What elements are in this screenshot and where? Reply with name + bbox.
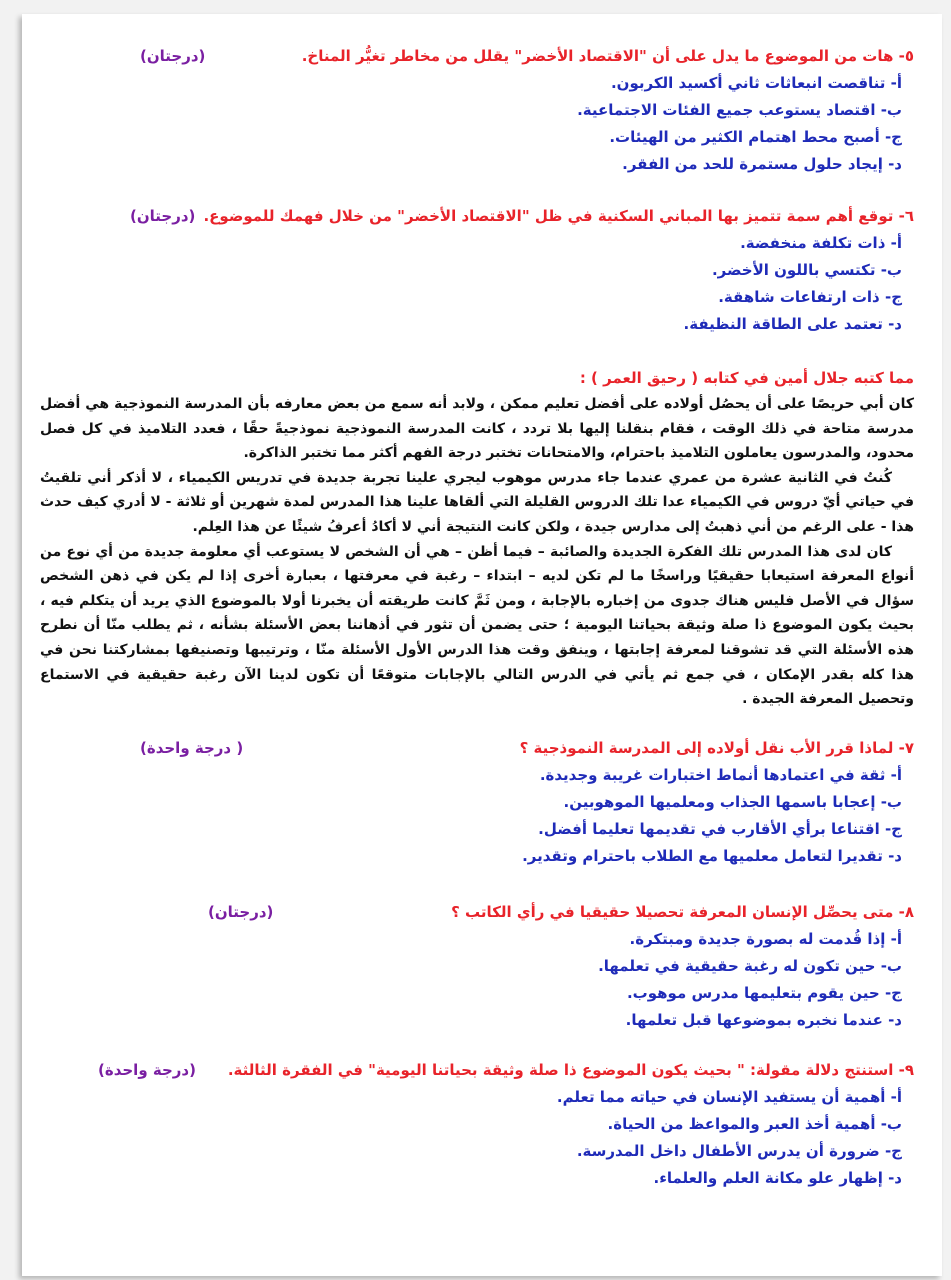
question-6-marks: (درجتان) <box>130 207 196 225</box>
question-8-option-d: د- عندما نخبره بموضوعها قبل تعلمها. <box>625 1011 902 1029</box>
question-9-option-d: د- إظهار علو مكانة العلم والعلماء. <box>653 1169 902 1187</box>
exam-page <box>22 14 942 1276</box>
question-9 <box>22 1056 942 1192</box>
question-5-option-b: ب- اقتصاد يستوعب جميع الفئات الاجتماعية. <box>577 101 902 119</box>
question-5-option-a: أ- تناقصت انبعاثات ثاني أكسيد الكربون. <box>610 74 902 92</box>
question-9-option-b: ب- أهمية أخذ العبر والمواعظ من الحياة. <box>607 1115 902 1133</box>
question-9-option-c: ج- ضرورة أن يدرس الأطفال داخل المدرسة. <box>576 1142 902 1160</box>
question-5 <box>22 42 942 178</box>
reading-passage <box>22 364 942 712</box>
passage-title: مما كتبه جلال أمين في كتابه ( رحيق العمر ) : <box>579 369 914 387</box>
question-8 <box>22 898 942 1034</box>
question-9-option-a: أ- أهمية أن يستفيد الإنسان في حياته مما تعلم. <box>556 1088 902 1106</box>
question-7-option-d: د- تقديرا لتعامل معلميها مع الطلاب باحترام وتقدير. <box>522 847 902 865</box>
question-7-option-c: ج- اقتناعا برأي الأقارب في تقديمها تعليما أفضل. <box>538 820 902 838</box>
question-9-text: ٩- استنتج دلالة مقولة: " بحيث يكون الموضوع ذا صلة وثيقة بحياتنا اليومية" في الفقرة الثالثة. <box>227 1061 914 1079</box>
question-5-option-c: ج- أصبح محط اهتمام الكثير من الهيئات. <box>609 128 902 146</box>
question-7-option-a: أ- ثقة في اعتمادها أنماط اختبارات غريبة وجديدة. <box>539 766 902 784</box>
question-8-option-a: أ- إذا قُدمت له بصورة جديدة ومبتكرة. <box>629 930 902 948</box>
question-6-option-c: ج- ذات ارتفاعات شاهقة. <box>718 288 902 306</box>
question-9-marks: (درجة واحدة) <box>98 1061 196 1079</box>
question-8-option-c: ج- حين يقوم بتعليمها مدرس موهوب. <box>626 984 902 1002</box>
question-7-text: ٧- لماذا قرر الأب نقل أولاده إلى المدرسة النموذجية ؟ <box>519 739 914 757</box>
question-8-option-b: ب- حين تكون له رغبة حقيقية في تعلمها. <box>598 957 902 975</box>
passage-paragraph-1: كان أبي حريصًا على أن يحصُل أولاده على أفضل تعليم ممكن ، ولابد أنه سمع من بعض معارفه بأن المدرسة النموذجية هي أفضل مدرسة متاحة في ذلك الوقت ، فقام بنقلنا إليها بلا تردد ، كانت المدرسة النموذجية نموذجيةً حقًا ، فعدد التلاميذ في كل فصل محدود، والمدرسون يعاملون التلاميذ باحترام، والامتحانات تختبر درجة الفهم أكثر مما تختبر الذاكرة. <box>40 396 914 462</box>
question-5-marks: (درجتان) <box>140 47 206 65</box>
question-5-option-d: د- إيجاد حلول مستمرة للحد من الفقر. <box>622 155 902 173</box>
question-6 <box>22 202 942 338</box>
passage-paragraph-3: كان لدى هذا المدرس تلك الفكرة الجديدة والصائبة – فيما أظن – هي أن الشخص لا يستوعب أي معلومة جديدة من أي نوع من أنواع المعرفة استيعابا حقيقيًا وراسخًا ما لم تكن لديه – ابتداء – رغبة في معرفتها ، بعبارة أخرى إذا لم يكن في ذهن الشخص سؤال في الأصل فليس هناك جدوى من إخباره بالإجابة ، ومن ثَمَّ كانت طريقته أن يخبرنا أولا بالموضوع الذي يريد أن يتكلم فيه ، بحيث يكون الموضوع ذا صلة وثيقة بحياتنا اليومية ؛ حتى يضمن أن تثور في أذهاننا بعض الأسئلة بشأنه ، ثم يطلب منّا أن نطرح هذه الأسئلة التي قد تشوقنا لمعرفة إجابتها ، وينفق وقت هذا الدرس الأول الأسئلة منّا ، وترتيبها وتصنيفها بمشاركتنا نحن في هذا كله بقدر الإمكان ، في جمع ثم يأتي في الدرس التالي بالإجابات متوقعًا أن تكون لدينا الآن رغبة حقيقية في الاستماع وتحصيل المعرفة الجيدة . <box>40 543 914 708</box>
question-7-option-b: ب- إعجابا باسمها الجذاب ومعلميها الموهوبين. <box>563 793 902 811</box>
question-6-option-d: د- تعتمد على الطاقة النظيفة. <box>683 315 902 333</box>
question-8-text: ٨- متى يحصِّل الإنسان المعرفة تحصيلا حقيقيا في رأي الكاتب ؟ <box>451 903 914 921</box>
question-6-option-a: أ- ذات تكلفة منخفضة. <box>740 234 902 252</box>
question-5-text: ٥- هات من الموضوع ما يدل على أن "الاقتصاد الأخضر" يقلل من مخاطر تغيُّر المناخ. <box>301 47 914 65</box>
question-7 <box>22 734 942 870</box>
question-8-marks: (درجتان) <box>208 903 274 921</box>
passage-paragraph-2: كُنتُ في الثانية عشرة من عمري عندما جاء مدرس موهوب ليجري علينا تجربة جديدة في تدريس الكيمياء ، لا أذكر أني تلقيتُ في حياتي أيّ دروس في الكيمياء عدا تلك الدروس القليلة التي ألقاها علينا هذا المدرس لمدة شهرين أو ثلاثة - لا أدري كيف حدث هذا - على الرغم من أني ذهبتُ إلى مدارس جيدة ، ولكن كانت النتيجة أني لا أكادُ أعرفُ شيئًا عن هذا العِلم. <box>40 469 914 535</box>
question-6-text: ٦- توقع أهم سمة تتميز بها المباني السكنية في ظل "الاقتصاد الأخضر" من خلال فهمك للموضوع. <box>203 207 914 225</box>
question-6-option-b: ب- تكتسي باللون الأخضر. <box>711 261 902 279</box>
question-7-marks: ( درجة واحدة) <box>140 739 244 757</box>
